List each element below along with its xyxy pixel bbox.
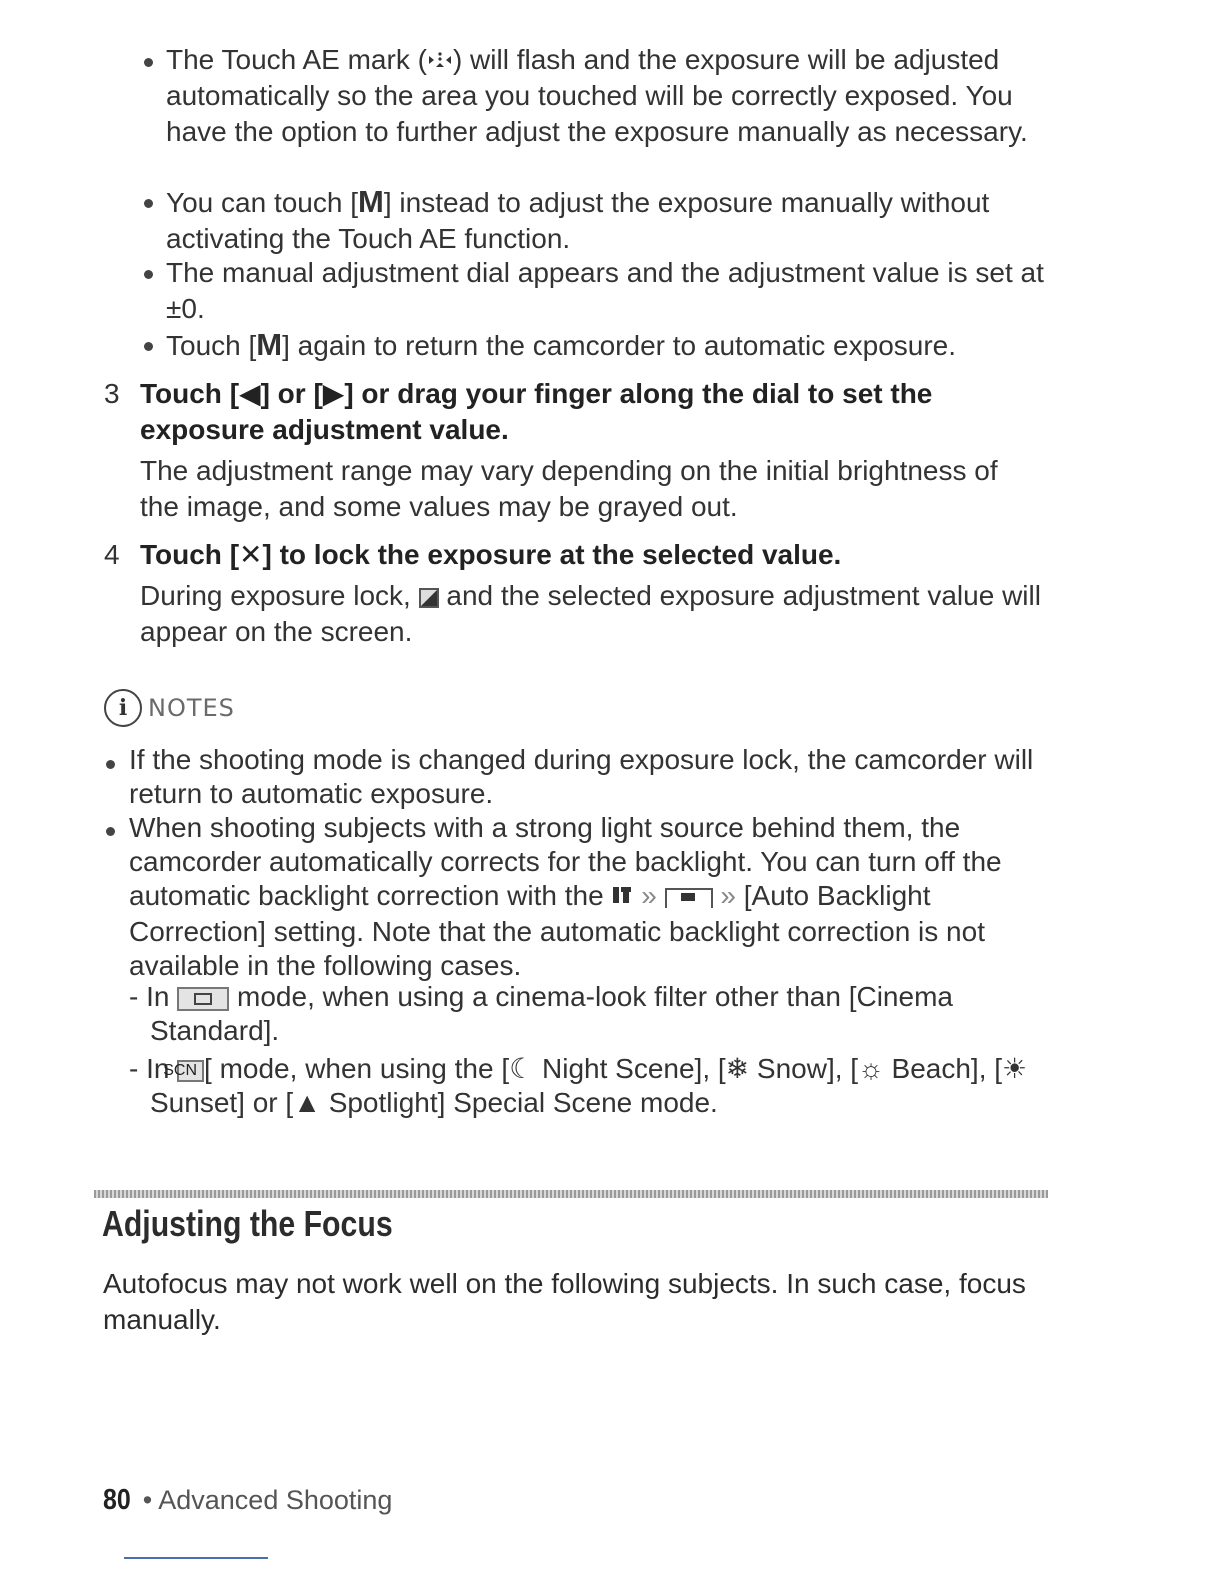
note-subitem: - In mode, when using a cinema-look filter other than [Cinema Standard].: [129, 981, 953, 1046]
notes-label: NOTES: [148, 694, 235, 722]
left-arrow-icon: ◀: [239, 378, 261, 409]
footer-rule: [124, 1557, 268, 1559]
snow-icon: ❄: [725, 1053, 750, 1084]
step-number: 3: [104, 378, 120, 409]
cinema-mode-icon: [177, 987, 229, 1011]
bullet-dot: [144, 270, 153, 279]
section-title: Adjusting the Focus: [102, 1203, 393, 1244]
touch-ae-mark-icon: [427, 48, 453, 72]
page-number: 80: [103, 1484, 131, 1516]
right-arrow-icon: ▶: [322, 378, 345, 409]
bullet-dot: [106, 760, 115, 769]
sunset-icon: ☀: [1002, 1053, 1028, 1084]
camera-settings-icon: [665, 888, 713, 908]
step-heading: Touch [✕] to lock the exposure at the selected value.: [140, 539, 842, 570]
night-scene-icon: ☾: [509, 1053, 535, 1084]
chapter-name: Advanced Shooting: [158, 1485, 393, 1515]
bullet-text-return: Touch [M] again to return the camcorder to automatic exposure.: [166, 327, 957, 362]
manual-key-label: M: [358, 184, 384, 219]
bullet-text-dial: The manual adjustment dial appears and the adjustment value is set at ±0.: [166, 257, 1044, 324]
note-subitem: - In SCN [ mode, when using the [☾ Night Scene], [❄ Snow], [☼ Beach], [☀ Sunset] or [▲ Spotlight] Special Scene mode.: [129, 1053, 1028, 1118]
x-icon: ✕: [239, 539, 263, 570]
arrow-icon: »: [641, 880, 657, 911]
step-body: The adjustment range may vary depending on the initial brightness of the image, and some values may be grayed out.: [140, 455, 998, 522]
bullet-dot: [144, 342, 153, 351]
footer-separator: •: [142, 1485, 153, 1515]
note-text: When shooting subjects with a strong light source behind them, the camcorder automatically corrects for the backlight. You can turn off the automatic backlight correction with the » » [Auto Backlight Correction] setting. Note that the automatic backlight correction is not available in the following cases.: [129, 812, 1002, 981]
bullet-dot: [144, 199, 153, 208]
exposure-lock-icon: [419, 588, 439, 608]
beach-icon: ☼: [858, 1053, 884, 1084]
section-divider: [94, 1190, 1048, 1198]
menu-icon: [611, 881, 633, 915]
notes-header: [104, 686, 235, 730]
manual-key-label: M: [256, 327, 283, 362]
page-footer: [103, 1484, 392, 1517]
bullet-dot: [106, 827, 115, 836]
info-icon: i: [104, 689, 142, 727]
bullet-text-touch-m: You can touch [M] instead to adjust the exposure manually without activating the Touch AE function.: [166, 184, 990, 254]
section-body: Autofocus may not work well on the following subjects. In such case, focus manually.: [103, 1268, 1026, 1335]
scn-mode-icon: SCN: [177, 1060, 204, 1082]
step-number: 4: [104, 539, 120, 570]
spotlight-icon: ▲: [293, 1087, 321, 1118]
bullet-dot: [144, 58, 153, 67]
step-body: During exposure lock, and the selected exposure adjustment value will appear on the screen.: [140, 580, 1041, 647]
arrow-icon: »: [720, 880, 736, 911]
step-heading: Touch [◀] or [▶] or drag your finger along the dial to set the exposure adjustment value.: [140, 378, 933, 445]
note-text: If the shooting mode is changed during exposure lock, the camcorder will return to automatic exposure.: [129, 744, 1034, 809]
bullet-text-touch-ae: The Touch AE mark ( ) will flash and the exposure will be adjusted automatically so the area you touched will be correctly exposed. You have the option to further adjust the exposure manually as necessary.: [166, 44, 1028, 147]
